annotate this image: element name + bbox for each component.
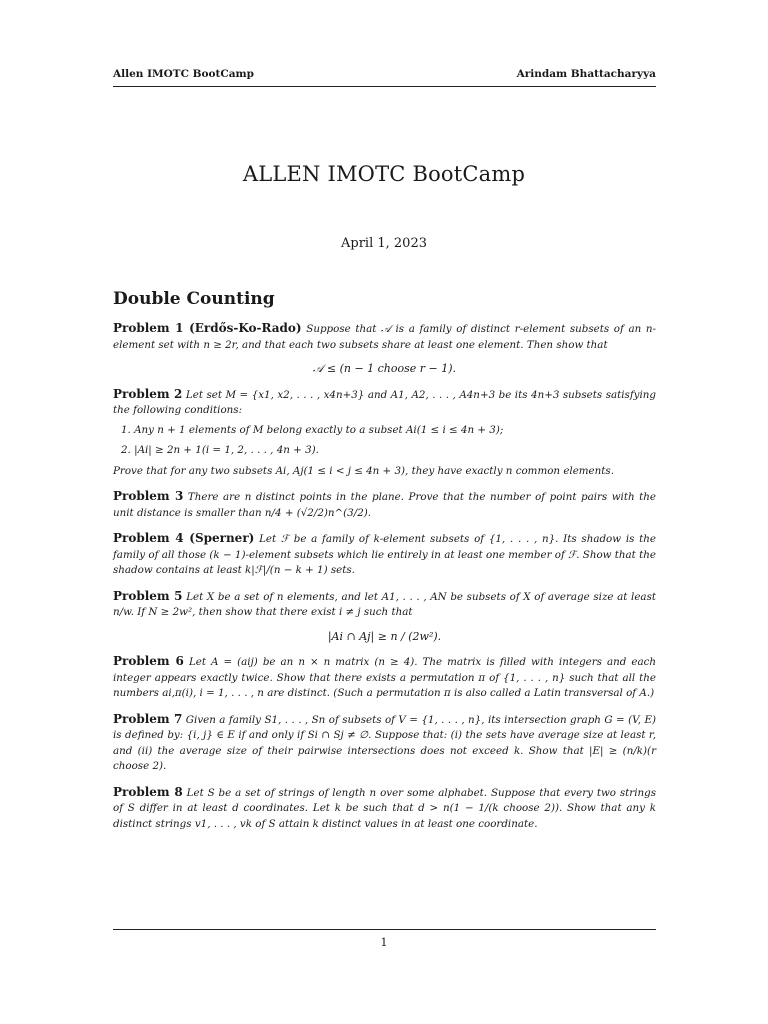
problems-body [113, 321, 656, 842]
problem-6 [113, 654, 656, 702]
problem-text: Suppose that 𝒜 is a family of distinct r-element subsets of an n-element set with n ≥ 2r, and that each two subsets share at least one element. Then show that [113, 323, 657, 351]
problem-8 [113, 785, 656, 833]
problem-label: Problem 7 [113, 711, 183, 726]
problem-5 [113, 589, 656, 645]
problem-2 [113, 387, 656, 480]
problem-text: Given a family S1, . . . , Sn of subsets of V = {1, . . . , n}, its intersection graph G = (V, E) is defined by: {i, j} ∈ E if and only if Si ∩ Sj ≠ ∅. Suppose that: (i) the sets have average size at least r, and (ii) the average size of their pairwise intersections does not exceed k. Show that |E| ≥ (n/k)(r choose 2). [113, 713, 656, 772]
problem-label: Problem 1 (Erdős-Ko-Rado) [113, 321, 302, 335]
problem-text: Let S be a set of strings of length n over some alphabet. Suppose that every two strings of S differ in at least d coordinates. Let k be such that d > n(1 − 1/(k choose 2)). Show that any k distinct strings v1, . . . , vk of S attain k distinct values in at least one coordinate. [113, 786, 656, 830]
problem-7 [113, 712, 656, 775]
paper-title: ALLEN IMOTC BootCamp [242, 162, 526, 186]
header-left: Allen IMOTC BootCamp [113, 68, 254, 80]
problem-label: Problem 4 (Sperner) [113, 531, 255, 545]
problem-text: There are n distinct points in the plane. Prove that the number of point pairs with the unit distance is smaller than n/4 + (√2/2)n^(3/2). [113, 491, 656, 519]
problem-label: Problem 8 [113, 784, 183, 799]
problem-4 [113, 531, 656, 579]
problem-text: Let ℱ be a family of k-element subsets of {1, . . . , n}. Its shadow is the family of all those (k − 1)-element subsets which lie entirely in at least one member of ℱ. Show that the shadow contains at least k|ℱ|/(n − k + 1) sets. [113, 533, 656, 576]
problem-conclusion: Prove that for any two subsets Ai, Aj(1 ≤ i < j ≤ 4n + 3), they have exactly n common elements. [113, 464, 614, 477]
display-equation: |Ai ∩ Aj| ≥ n / (2w²). [327, 629, 442, 643]
header-right: Arindam Bhattacharyya [516, 68, 656, 80]
paper-date: April 1, 2023 [341, 236, 427, 251]
condition-item: 2. |Ai| ≥ 2n + 1(i = 1, 2, . . . , 4n + 3). [121, 444, 319, 456]
problem-1 [113, 321, 656, 377]
condition-list [113, 423, 656, 459]
display-equation: 𝒜 ≤ (n − 1 choose r − 1). [312, 362, 457, 375]
problem-label: Problem 6 [113, 654, 184, 668]
running-header [113, 68, 656, 87]
problem-text: Let X be a set of n elements, and let A1, . . . , AN be subsets of X of average size at least n/w. If N ≥ 2w², then show that there exist i ≠ j such that [113, 590, 656, 618]
problem-label: Problem 2 [113, 386, 183, 401]
page-number: 1 [380, 936, 388, 949]
problem-text: Let set M = {x1, x2, . . . , x4n+3} and A1, A2, . . . , A4n+3 be its 4n+3 subsets satisfying the following conditions: [113, 388, 656, 416]
footer-rule [113, 929, 656, 930]
condition-item: 1. Any n + 1 elements of M belong exactly to a subset Ai(1 ≤ i ≤ 4n + 3); [121, 423, 504, 436]
problem-text: Let A = (aij) be an n × n matrix (n ≥ 4). The matrix is filled with integers and each integer appears exactly twice. Show that there exists a permutation π of {1, . . . , n} such that all the numbers ai,π(i), i = 1, . . . , n are distinct. (Such a permutation π is also called a Latin transversal of A.) [113, 656, 656, 699]
problem-label: Problem 5 [113, 588, 183, 603]
problem-3 [113, 489, 656, 521]
problem-label: Problem 3 [113, 489, 184, 503]
section-heading: Double Counting [113, 289, 275, 309]
